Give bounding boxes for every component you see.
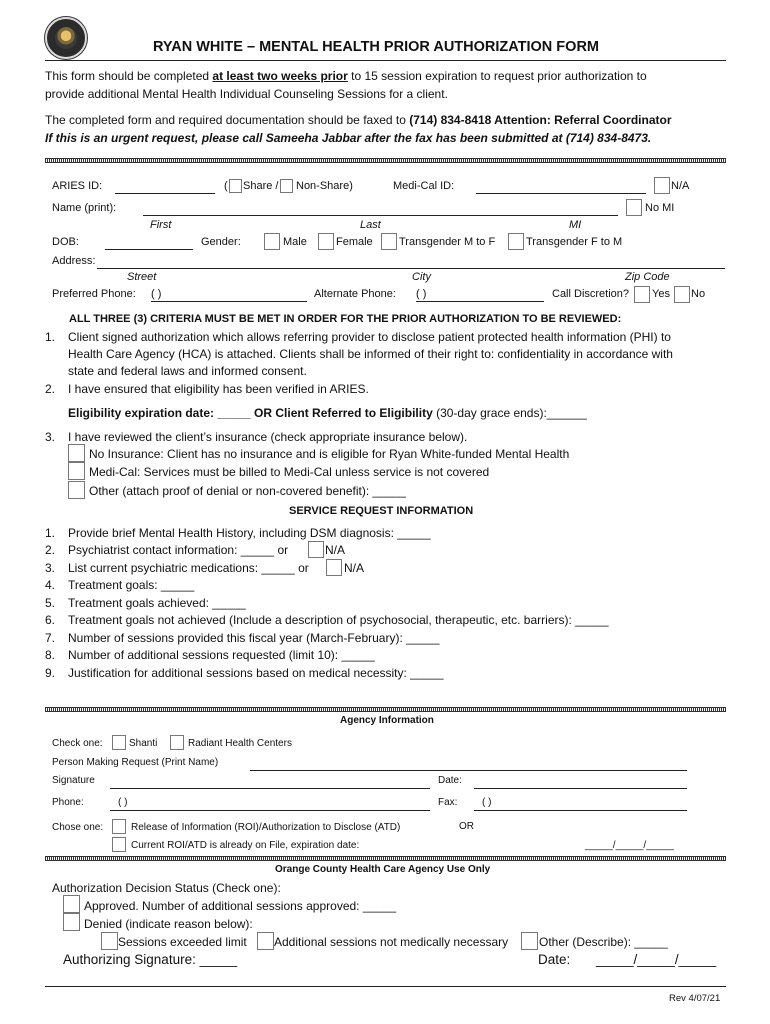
aries-id-label: ARIES ID:: [52, 180, 103, 192]
male-label: Male: [283, 236, 307, 248]
medications-na-label: N/A: [344, 561, 365, 575]
date-label: Date:: [438, 775, 462, 786]
urgent-request-note: If this is an urgent request, please call Sameeha Jabbar after the fax has been submitted at (714) 834-8473.: [45, 131, 652, 145]
approved-checkbox[interactable]: [63, 895, 80, 913]
non-share-checkbox[interactable]: [280, 179, 293, 193]
medi-cal-id-field[interactable]: [476, 193, 646, 194]
agency-divider: [45, 707, 726, 712]
other-insurance-checkbox[interactable]: [68, 481, 85, 499]
radiant-label: Radiant Health Centers: [188, 738, 292, 749]
call-discretion-label: Call Discretion?: [552, 288, 630, 300]
medi-cal-insurance-checkbox[interactable]: [68, 462, 85, 480]
person-field[interactable]: [250, 770, 687, 771]
roi-label: Release of Information (ROI)/Authorization to Disclose (ATD): [131, 822, 401, 833]
dob-label: DOB:: [52, 236, 79, 248]
service-item-2-text: Psychiatrist contact information: _____ or: [68, 543, 289, 557]
intro-line-1: This form should be completed at least two weeks prior to 15 session expiration to request prior authorization to: [45, 69, 647, 83]
service-item-1-text: Provide brief Mental Health History, including DSM diagnosis: _____: [68, 526, 431, 540]
authorizing-signature-label: Authorizing Signature: _____: [63, 952, 238, 967]
form-title: RYAN WHITE – MENTAL HEALTH PRIOR AUTHORIZATION FORM: [153, 39, 599, 55]
criteria-heading: ALL THREE (3) CRITERIA MUST BE MET IN ORDER FOR THE PRIOR AUTHORIZATION TO BE REVIEWED:: [69, 313, 622, 325]
phone-label: Phone:: [52, 797, 84, 808]
no-mi-label: No MI: [645, 202, 675, 214]
service-item-8-number: 8.: [45, 648, 56, 662]
name-field[interactable]: [143, 215, 618, 216]
shanti-label: Shanti: [129, 738, 158, 749]
service-item-1-number: 1.: [45, 526, 56, 540]
eligibility-line: Eligibility expiration date: _____ OR Client Referred to Eligibility (30-day grace ends):______: [68, 406, 587, 420]
other-insurance-label: Other (attach proof of denial or non-covered benefit): _____: [89, 484, 406, 498]
paren-open: (: [224, 180, 228, 192]
hca-divider: [45, 856, 726, 861]
decision-status-label: Authorization Decision Status (Check one):: [52, 881, 281, 895]
criteria-1-line-2: Health Care Agency (HCA) is attached. Clients shall be informed of their right to: confidentiality in accordance with: [68, 347, 673, 361]
name-label: Name (print):: [52, 202, 117, 214]
criteria-1-number: 1.: [45, 330, 56, 344]
call-discretion-yes-checkbox[interactable]: [634, 286, 650, 303]
preferred-phone-field[interactable]: [151, 301, 307, 302]
street-caption: Street: [127, 271, 157, 283]
call-discretion-yes-label: Yes: [652, 288, 670, 300]
sessions-exceeded-checkbox[interactable]: [101, 932, 118, 950]
criteria-2-number: 2.: [45, 382, 56, 396]
service-item-4-number: 4.: [45, 578, 56, 592]
fax-field[interactable]: [474, 810, 687, 811]
medi-cal-na-checkbox[interactable]: [654, 177, 670, 194]
current-roi-label: Current ROI/ATD is already on File, expiration date:: [131, 840, 360, 851]
criteria-1-line-1: Client signed authorization which allows referring provider to disclose patient protected health information (PHI) to: [68, 330, 671, 344]
female-checkbox[interactable]: [318, 233, 334, 250]
alternate-phone-paren: ( ): [416, 288, 427, 300]
trans-mf-checkbox[interactable]: [381, 233, 397, 250]
service-item-3-text: List current psychiatric medications: _____ or: [68, 561, 309, 575]
date-field[interactable]: [474, 788, 687, 789]
denied-checkbox[interactable]: [63, 913, 80, 931]
current-roi-checkbox[interactable]: [112, 837, 126, 852]
gender-label: Gender:: [201, 236, 241, 248]
mi-caption: MI: [569, 219, 582, 231]
trans-mf-label: Transgender M to F: [399, 236, 496, 248]
aries-id-field[interactable]: [115, 193, 215, 194]
service-item-3-number: 3.: [45, 561, 56, 575]
service-item-7-number: 7.: [45, 631, 56, 645]
revision-date: Rev 4/07/21: [669, 993, 721, 1004]
address-label: Address:: [52, 255, 96, 267]
chose-one-label: Chose one:: [52, 822, 104, 833]
share-checkbox[interactable]: [229, 179, 242, 193]
dob-field[interactable]: [105, 249, 193, 250]
no-insurance-checkbox[interactable]: [68, 444, 85, 462]
agency-heading: Agency Information: [340, 715, 434, 726]
title-underline: [45, 60, 726, 61]
first-name-caption: First: [150, 219, 172, 231]
intro-line-2: provide additional Mental Health Individual Counseling Sessions for a client.: [45, 87, 448, 101]
medications-na-checkbox[interactable]: [326, 559, 342, 576]
service-item-5-number: 5.: [45, 596, 56, 610]
denied-label: Denied (indicate reason below):: [84, 917, 253, 931]
service-item-6-text: Treatment goals not achieved (Include a description of psychosocial, therapeutic, etc. barriers): _____: [68, 613, 609, 627]
service-item-5-text: Treatment goals achieved: _____: [68, 596, 246, 610]
person-label: Person Making Request (Print Name): [52, 757, 219, 768]
roi-checkbox[interactable]: [112, 819, 126, 834]
service-item-9-number: 9.: [45, 666, 56, 680]
signature-label: Signature: [52, 775, 95, 786]
service-item-9-text: Justification for additional sessions based on medical necessity: _____: [68, 666, 444, 680]
other-reason-label: Other (Describe): _____: [539, 935, 668, 949]
expiration-date-field[interactable]: _____/_____/_____: [585, 840, 674, 851]
service-item-2-number: 2.: [45, 543, 56, 557]
criteria-1-line-3: state and federal laws and informed consent.: [68, 364, 307, 378]
address-field[interactable]: [97, 268, 725, 269]
medi-cal-insurance-label: Medi-Cal: Services must be billed to Medi-Cal unless service is not covered: [89, 465, 490, 479]
criteria-3-text: I have reviewed the client’s insurance (check appropriate insurance below).: [68, 430, 468, 444]
fax-instructions: The completed form and required documentation should be faxed to (714) 834-8418 Attention: Referral Coordinator: [45, 113, 672, 127]
no-mi-checkbox[interactable]: [626, 199, 642, 216]
share-label: Share /: [243, 180, 279, 192]
last-name-caption: Last: [360, 219, 381, 231]
not-medically-necessary-label: Additional sessions not medically necessary: [274, 935, 509, 949]
alternate-phone-field[interactable]: [416, 301, 544, 302]
non-share-label: Non-Share): [296, 180, 353, 192]
psychiatrist-na-label: N/A: [325, 543, 346, 557]
medi-cal-id-label: Medi-Cal ID:: [393, 180, 455, 192]
female-label: Female: [336, 236, 373, 248]
check-one-label: Check one:: [52, 738, 103, 749]
criteria-3-number: 3.: [45, 430, 56, 444]
medi-cal-na-label: N/A: [671, 180, 690, 192]
preferred-phone-label: Preferred Phone:: [52, 288, 136, 300]
approved-label: Approved. Number of additional sessions approved: _____: [84, 899, 397, 913]
service-item-4-text: Treatment goals: _____: [68, 578, 195, 592]
male-checkbox[interactable]: [264, 233, 280, 250]
service-item-6-number: 6.: [45, 613, 56, 627]
service-item-7-text: Number of sessions provided this fiscal year (March-February): _____: [68, 631, 440, 645]
trans-fm-checkbox[interactable]: [508, 233, 524, 250]
zip-caption: Zip Code: [625, 271, 670, 283]
fax-label: Fax:: [438, 797, 458, 808]
shanti-checkbox[interactable]: [112, 735, 126, 750]
section-divider: [45, 158, 726, 163]
fax-paren: ( ): [482, 797, 492, 808]
county-seal-logo: [45, 17, 87, 59]
service-request-heading: SERVICE REQUEST INFORMATION: [289, 505, 474, 517]
hca-date-field[interactable]: _____/_____/_____: [596, 952, 717, 967]
psychiatrist-na-checkbox[interactable]: [308, 541, 324, 558]
call-discretion-no-checkbox[interactable]: [674, 286, 690, 303]
radiant-checkbox[interactable]: [170, 735, 184, 750]
preferred-phone-paren: ( ): [151, 288, 162, 300]
alternate-phone-label: Alternate Phone:: [314, 288, 396, 300]
not-medically-necessary-checkbox[interactable]: [257, 932, 274, 950]
trans-fm-label: Transgender F to M: [526, 236, 623, 248]
hca-heading: Orange County Health Care Agency Use Only: [275, 864, 491, 875]
phone-field[interactable]: [110, 810, 430, 811]
hca-date-label: Date:: [538, 952, 571, 967]
service-item-8-text: Number of additional sessions requested (limit 10): _____: [68, 648, 375, 662]
other-reason-checkbox[interactable]: [521, 932, 538, 950]
call-discretion-no-label: No: [691, 288, 706, 300]
no-insurance-label: No Insurance: Client has no insurance and is eligible for Ryan White-funded Mental Health: [89, 447, 570, 461]
signature-field[interactable]: [110, 788, 430, 789]
sessions-exceeded-label: Sessions exceeded limit: [118, 935, 247, 949]
phone-paren: ( ): [118, 797, 128, 808]
or-label: OR: [459, 821, 474, 832]
footer-rule: [45, 986, 726, 987]
criteria-2-text: I have ensured that eligibility has been verified in ARIES.: [68, 382, 369, 396]
city-caption: City: [412, 271, 431, 283]
